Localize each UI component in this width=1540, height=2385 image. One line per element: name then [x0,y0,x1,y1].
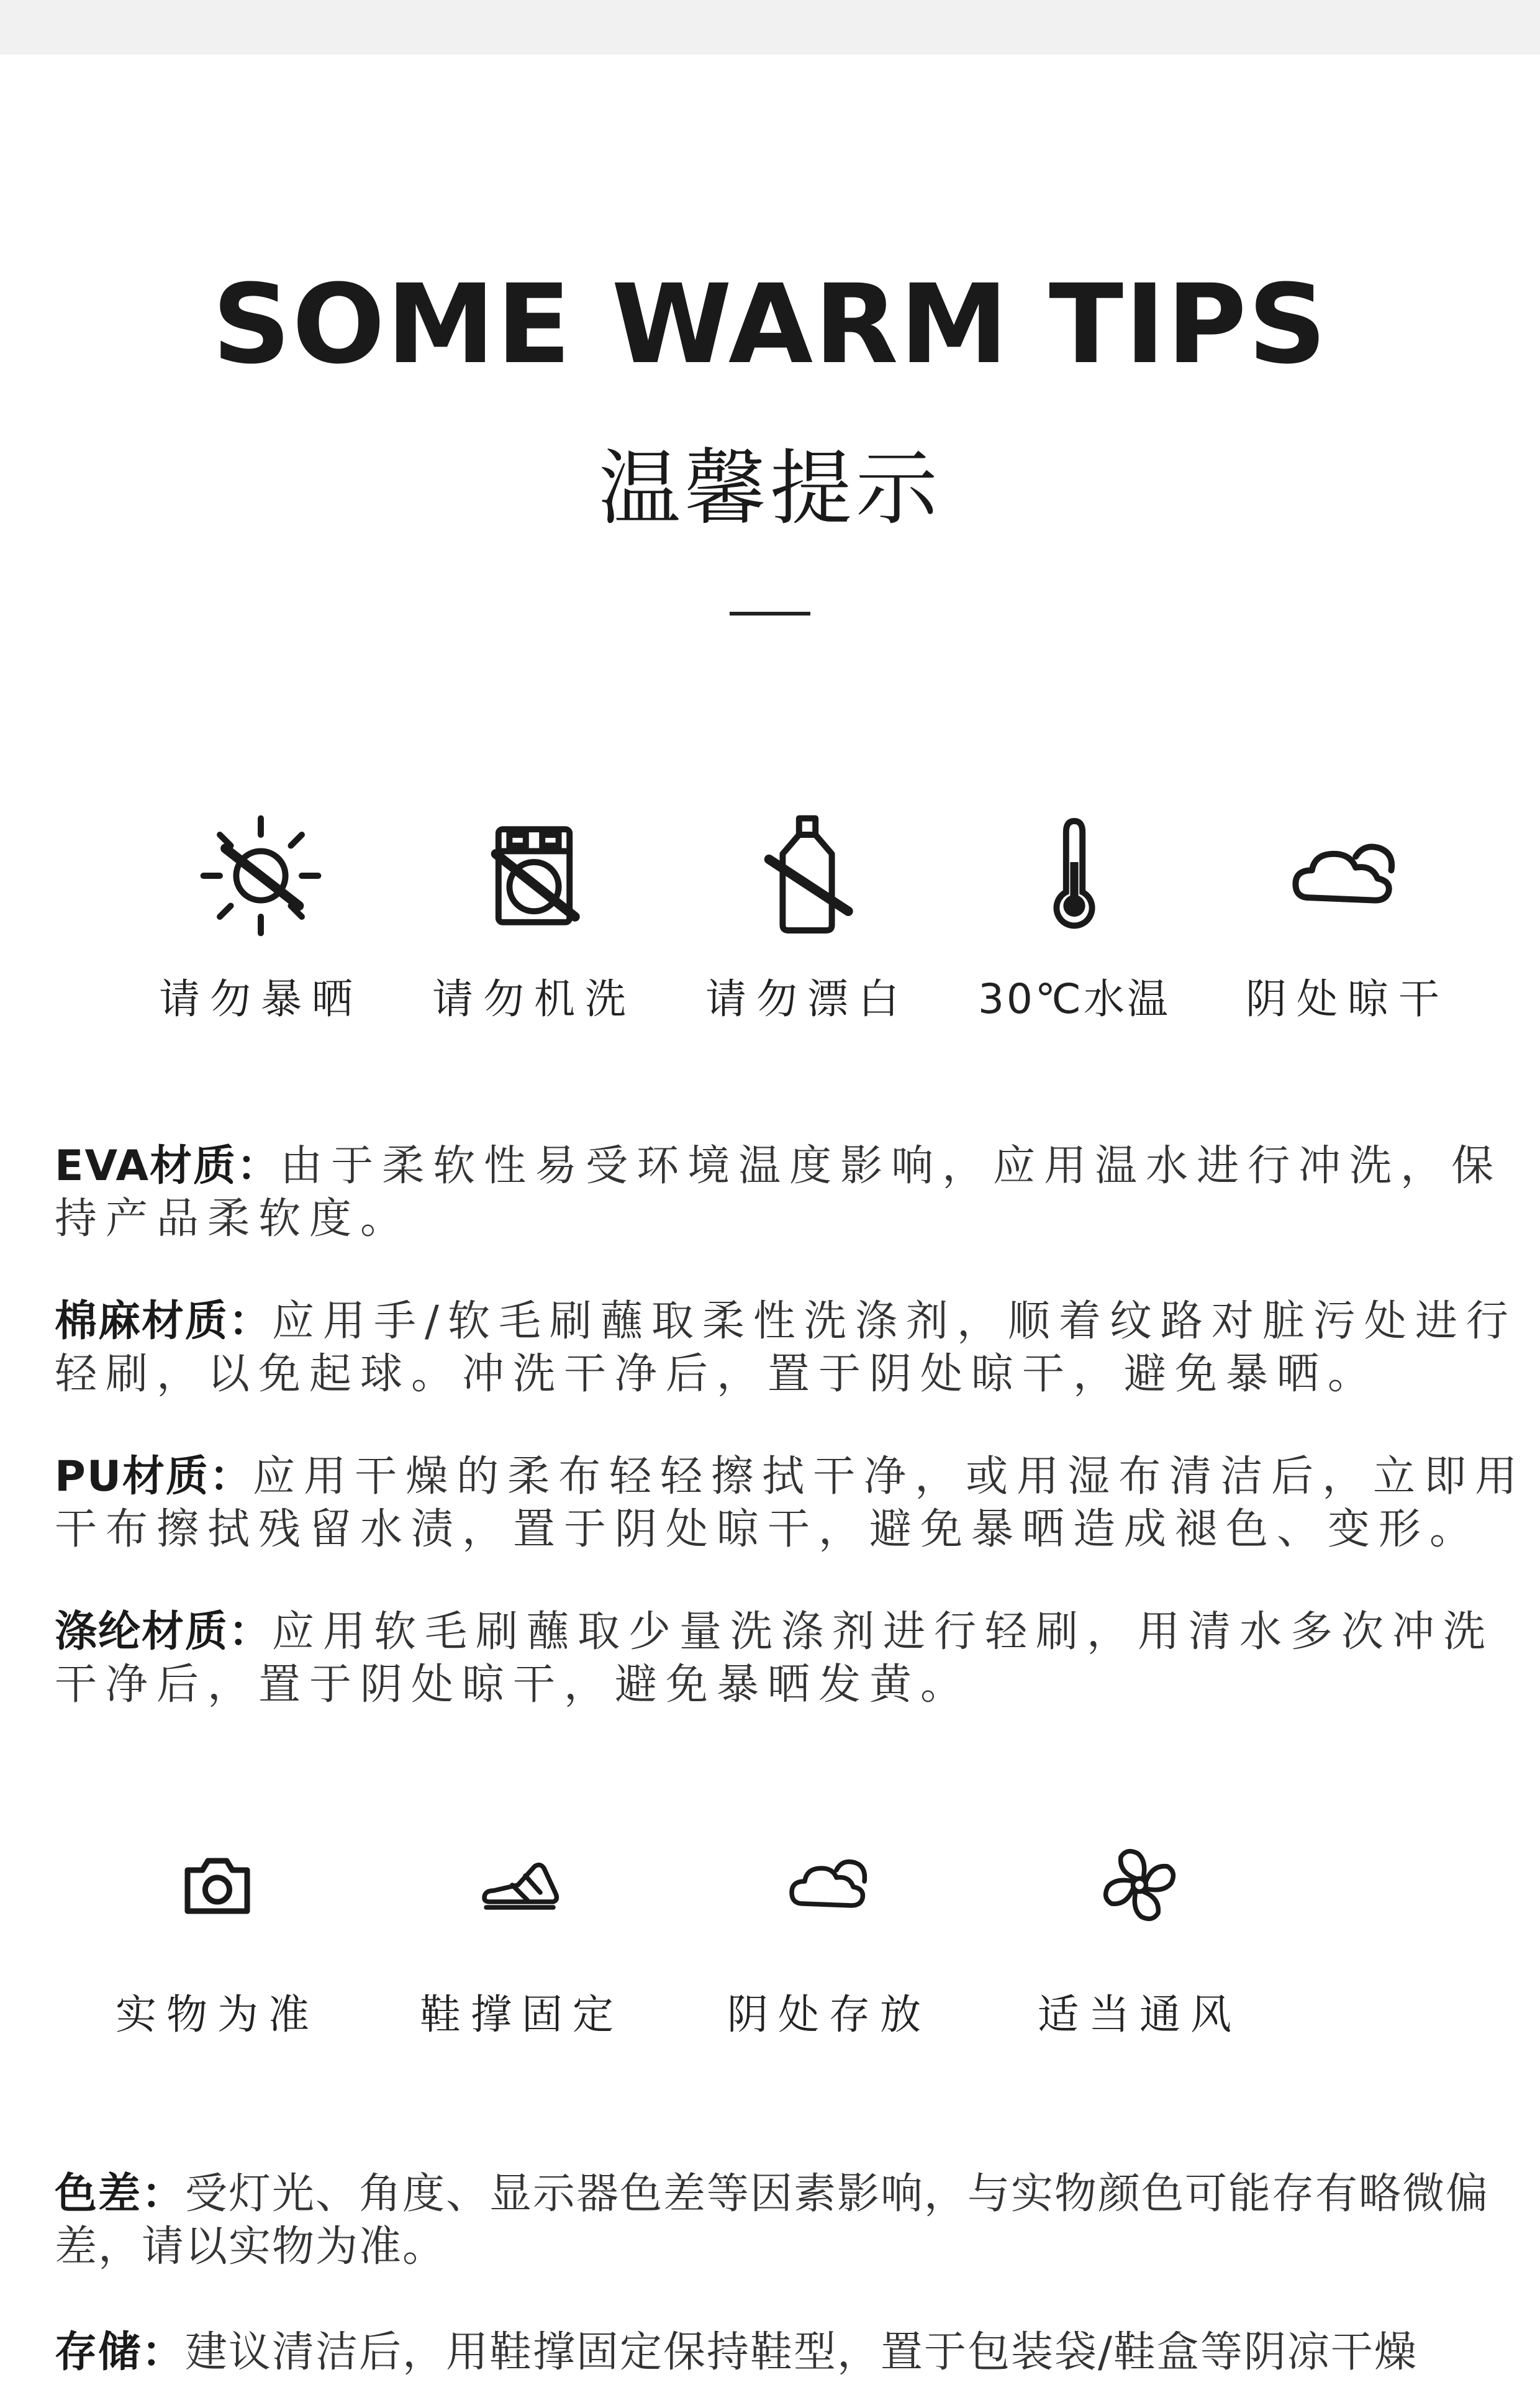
material-pu [55,1450,1533,1556]
material-key: 棉麻材质： [55,1297,273,1346]
material-eva [55,1140,1533,1245]
care-label-no-bleach: 请勿漂白 [705,975,909,1023]
care-label-no-sun: 请勿暴晒 [159,975,363,1023]
no-machine-wash-icon [466,807,602,944]
page-title-cn: 温馨提示 [599,441,941,537]
fan-icon [1093,1838,1186,1932]
no-sun-icon [192,807,329,944]
care-item-water-temp [938,807,1211,1023]
camera-icon [171,1838,264,1932]
cloud-icon [1279,807,1416,944]
material-key: PU材质： [55,1452,253,1501]
material-cotton-linen [55,1295,1533,1401]
top-bar [0,0,1540,55]
no-bleach-icon [739,807,876,944]
material-key: EVA材质： [55,1142,281,1191]
storage-label-shoe-tree: 鞋撑固定 [420,1991,623,2038]
title-divider [730,612,810,616]
material-text: 应用软毛刷蘸取少量洗涤剂进行轻刷，用清水多次冲洗干净后，置于阴处晾干，避免暴晒发黄。 [55,1607,1495,1709]
care-item-no-machine-wash [397,807,671,1023]
storage-item-shoe-tree [385,1838,658,2038]
shoe-tree-icon [475,1838,568,1932]
storage-label-actual: 实物为准 [116,1991,319,2038]
material-text: 应用干燥的柔布轻轻擦拭干净，或用湿布清洁后，立即用干布擦拭残留水渍，置于阴处晾干，避免暴晒造成褪色、变形。 [55,1452,1526,1554]
storage-label-ventilate: 适当通风 [1038,1991,1241,2038]
note-text: 建议清洁后，用鞋撑固定保持鞋型，置于包装袋/鞋盒等阴凉干燥 [185,2328,1418,2377]
storage-item-actual [81,1838,354,2038]
cloud-icon [779,1838,879,1932]
note-key: 存储： [55,2328,186,2377]
storage-item-shade [692,1838,966,2038]
care-label-no-machine-wash: 请勿机洗 [432,975,636,1023]
thermometer-icon [1006,807,1143,944]
care-label-water-temp: 30℃水温 [977,975,1171,1023]
material-polyester [55,1606,1533,1711]
note-color-difference [55,2168,1533,2273]
note-key: 色差： [55,2169,186,2219]
care-item-shade-dry [1211,807,1484,1023]
material-key: 涤纶材质： [55,1607,273,1656]
care-item-no-bleach [671,807,944,1023]
material-text: 应用手/软毛刷蘸取柔性洗涤剂，顺着纹路对脏污处进行轻刷，以免起球。冲洗干净后，置于阴处晾干，避免暴晒。 [55,1297,1517,1399]
care-label-shade-dry: 阴处晾干 [1246,975,1449,1023]
storage-label-shade: 阴处存放 [727,1991,931,2038]
note-text: 受灯光、角度、显示器色差等因素影响，与实物颜色可能存有略微偏差，请以实物为准。 [55,2169,1490,2271]
storage-item-ventilate [1003,1838,1276,2038]
page-title-en: SOME WARM TIPS [212,261,1328,388]
material-text: 由于柔软性易受环境温度影响，应用温水进行冲洗，保持产品柔软度。 [55,1142,1503,1243]
care-item-no-sun [124,807,397,1023]
note-storage [55,2326,1540,2379]
